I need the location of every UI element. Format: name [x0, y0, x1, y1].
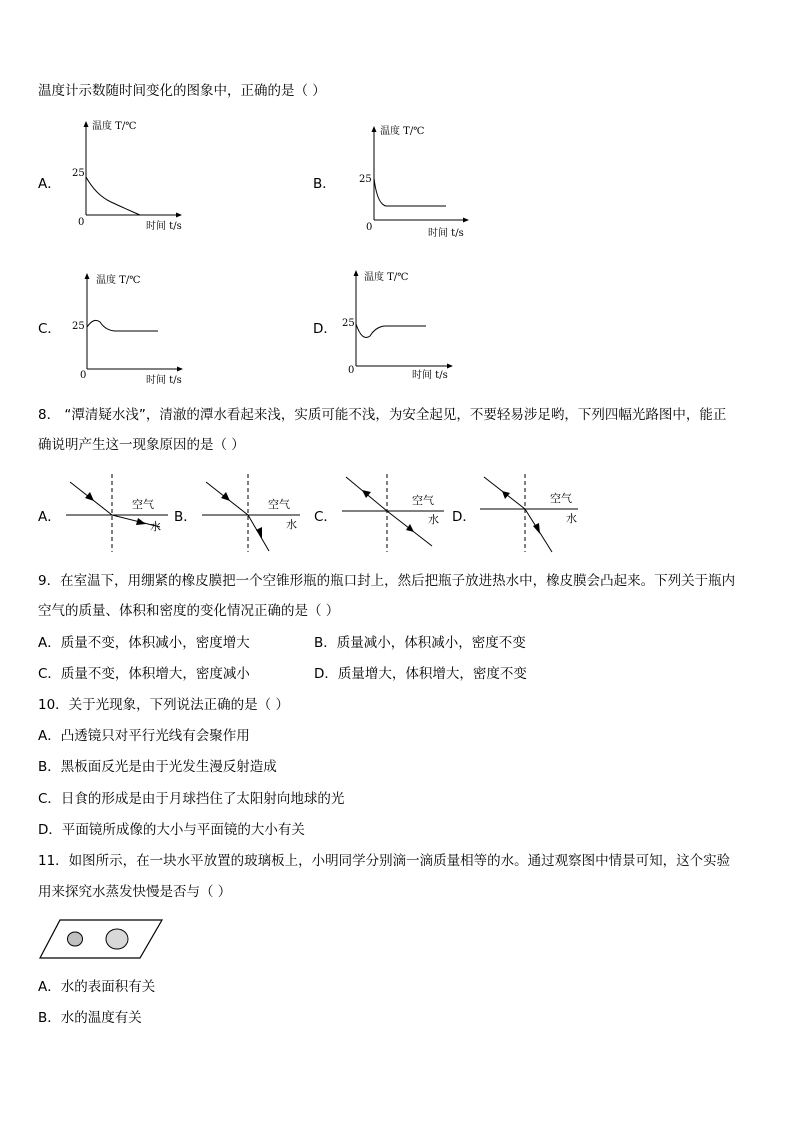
q7-stem: 温度计示数随时间变化的图象中，正确的是（ ）	[38, 83, 326, 99]
q7-graph-b	[356, 120, 476, 242]
q11-glass-plate-figure	[38, 918, 164, 960]
q7-option-b-label[interactable]: B．	[313, 176, 336, 192]
graph-xlabel: 时间 t/s	[146, 375, 182, 386]
q9-option-c[interactable]: C．质量不变，体积增大，密度减小	[38, 666, 250, 682]
q9-option-b[interactable]: B．质量减小，体积减小，密度不变	[314, 635, 526, 651]
q8-option-d-label[interactable]: D．	[452, 509, 476, 525]
water-drop-small	[68, 932, 83, 946]
water-label: 水	[286, 518, 297, 531]
q7-option-a-label[interactable]: A．	[38, 176, 61, 192]
graph-xlabel: 时间 t/s	[412, 370, 448, 381]
tick-25: 25	[72, 321, 85, 332]
q8-option-a-label[interactable]: A．	[38, 509, 61, 525]
q7-graph-d	[342, 262, 462, 384]
air-label: 空气	[268, 498, 290, 511]
q10-option-b[interactable]: B．黑板面反光是由于光发生漫反射造成	[38, 759, 277, 775]
origin: 0	[348, 365, 355, 376]
origin: 0	[78, 217, 85, 228]
graph-xlabel: 时间 t/s	[428, 228, 464, 239]
q10-stem: 10．关于光现象，下列说法正确的是（ ）	[38, 697, 289, 713]
q9-stem-line2: 空气的质量、体积和密度的变化情况正确的是（ ）	[38, 603, 340, 619]
q8-stem-line1: 8． “潭清疑水浅”，清澈的潭水看起来浅，实质可能不浅，为安全起见，不要轻易涉足哟，下列四幅光路图中，能正	[38, 407, 727, 423]
q10-option-a[interactable]: A．凸透镜只对平行光线有会聚作用	[38, 728, 250, 744]
tick-25: 25	[342, 318, 355, 329]
graph-ylabel: 温度 T/℃	[96, 275, 141, 286]
tick-25: 25	[72, 168, 85, 179]
q7-graph-c	[70, 265, 190, 387]
glass-plate	[40, 920, 162, 958]
q11-option-a[interactable]: A．水的表面积有关	[38, 979, 156, 995]
water-label: 水	[428, 513, 439, 526]
graph-ylabel: 温度 T/℃	[380, 126, 425, 137]
q8-diagram-b	[196, 472, 306, 554]
air-label: 空气	[132, 498, 154, 511]
q9-option-d[interactable]: D．质量增大，体积增大，密度不变	[314, 666, 527, 682]
graph-xlabel: 时间 t/s	[146, 221, 182, 230]
q9-option-a[interactable]: A．质量不变，体积减小，密度增大	[38, 635, 250, 651]
q8-diagram-a	[60, 472, 170, 554]
q8-diagram-c	[340, 472, 450, 554]
q7-option-d-label[interactable]: D．	[313, 321, 337, 337]
origin: 0	[80, 370, 87, 381]
tick-25: 25	[359, 174, 372, 185]
q11-stem-line1: 11．如图所示，在一块水平放置的玻璃板上，小明同学分别滴一滴质量相等的水。通过观察图中情景可知，这个实验	[38, 853, 731, 869]
water-label: 水	[566, 512, 577, 525]
origin: 0	[366, 222, 373, 233]
q8-option-c-label[interactable]: C．	[314, 509, 337, 525]
graph-ylabel: 温度 T/℃	[92, 121, 137, 132]
q8-stem-line2: 确说明产生这一现象原因的是（ ）	[38, 437, 245, 453]
q8-option-b-label[interactable]: B．	[174, 509, 197, 525]
water-label: 水	[150, 520, 161, 533]
q7-option-c-label[interactable]: C．	[38, 321, 61, 337]
graph-ylabel: 温度 T/℃	[364, 272, 409, 283]
q8-diagram-d	[478, 472, 588, 554]
q11-option-b[interactable]: B．水的温度有关	[38, 1010, 142, 1026]
q9-stem-line1: 9．在室温下，用绷紧的橡皮膜把一个空锥形瓶的瓶口封上，然后把瓶子放进热水中，橡皮膜会凸起来。下列关于瓶内	[38, 573, 736, 589]
q11-stem-line2: 用来探究水蒸发快慢是否与（ ）	[38, 884, 232, 900]
q7-graph-a	[66, 115, 186, 230]
q10-option-c[interactable]: C．日食的形成是由于月球挡住了太阳射向地球的光	[38, 791, 345, 807]
q10-option-d[interactable]: D．平面镜所成像的大小与平面镜的大小有关	[38, 822, 305, 838]
air-label: 空气	[412, 494, 434, 507]
water-drop-large	[106, 929, 128, 949]
air-label: 空气	[550, 492, 572, 505]
